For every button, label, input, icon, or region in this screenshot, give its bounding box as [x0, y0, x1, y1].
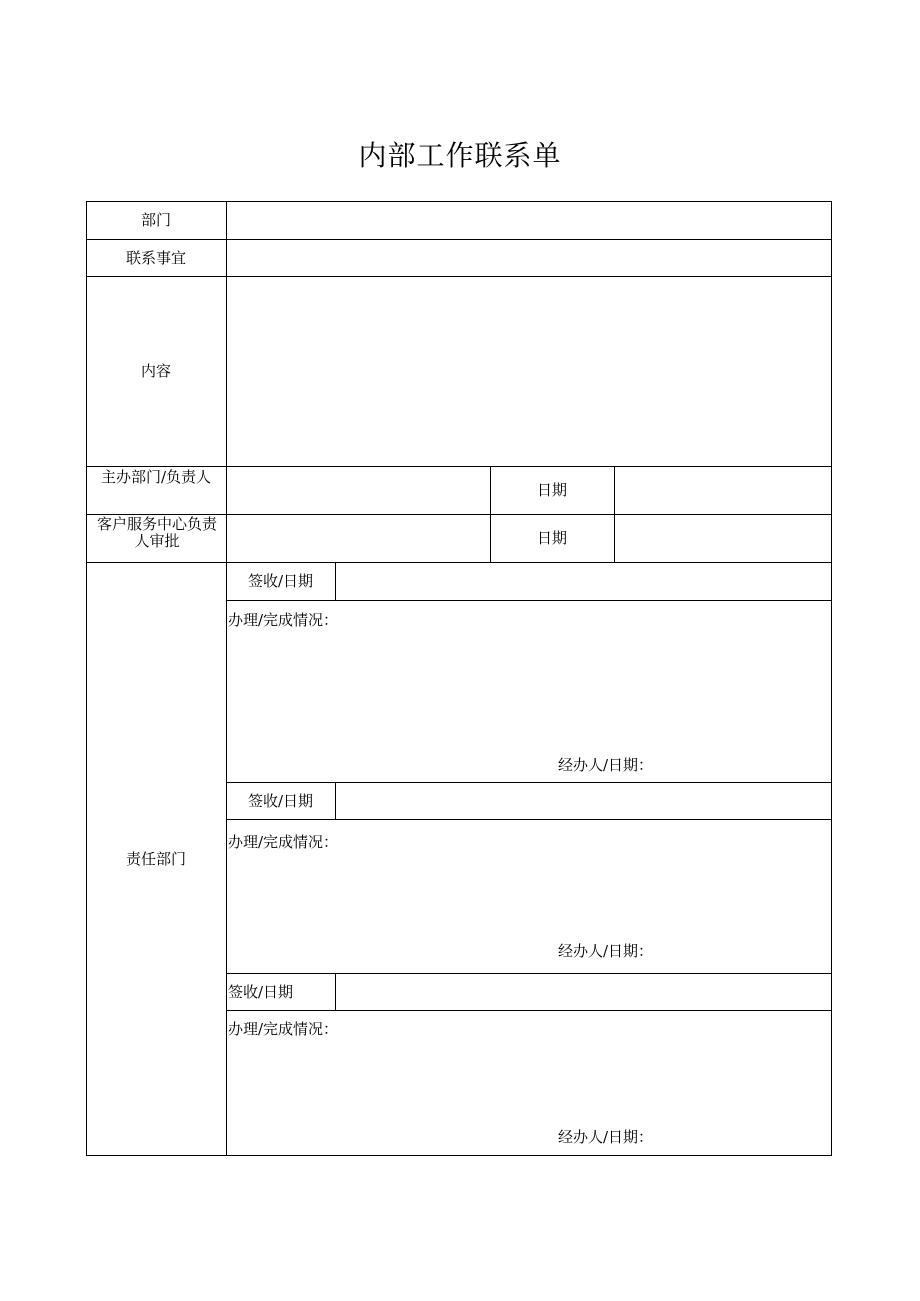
progress-field[interactable]	[228, 1041, 828, 1123]
responsible-department-label: 责任部门	[125, 850, 186, 868]
form-title: 内部工作联系单	[358, 139, 562, 172]
approval-field[interactable]	[227, 515, 490, 562]
handler-date-label: 经办人/日期：	[558, 756, 654, 774]
sign-date-field[interactable]	[336, 974, 831, 1010]
row-divider	[226, 1010, 832, 1011]
content-field[interactable]	[227, 277, 831, 466]
department-label: 部门	[140, 211, 171, 229]
content-label: 内容	[140, 362, 171, 380]
approval-date-label: 日期	[536, 529, 567, 547]
host-date-label: 日期	[536, 481, 567, 499]
sign-date-field[interactable]	[336, 563, 831, 600]
matter-label: 联系事宜	[125, 248, 186, 267]
progress-label: 办理/完成情况：	[228, 1020, 339, 1038]
sign-date-label: 签收/日期	[247, 572, 314, 590]
sign-date-label: 签收/日期	[228, 982, 294, 1001]
host-date-field[interactable]	[615, 467, 831, 514]
approval-label: 客户服务中心负责人审批	[96, 515, 217, 550]
host-field[interactable]	[227, 467, 490, 514]
sign-date-label: 签收/日期	[247, 791, 314, 810]
matter-field[interactable]	[227, 240, 831, 276]
handler-date-label: 经办人/日期：	[558, 942, 654, 960]
progress-field[interactable]	[228, 854, 828, 936]
handler-date-label: 经办人/日期：	[558, 1128, 654, 1146]
approval-date-field[interactable]	[615, 515, 831, 562]
host-label: 主办部门/负责人	[100, 468, 212, 486]
department-field[interactable]	[227, 202, 831, 239]
sign-date-field[interactable]	[336, 783, 831, 819]
progress-label: 办理/完成情况：	[228, 611, 339, 629]
progress-label: 办理/完成情况：	[228, 833, 339, 851]
row-divider	[226, 819, 832, 820]
row-divider	[226, 600, 832, 601]
progress-field[interactable]	[228, 632, 828, 750]
